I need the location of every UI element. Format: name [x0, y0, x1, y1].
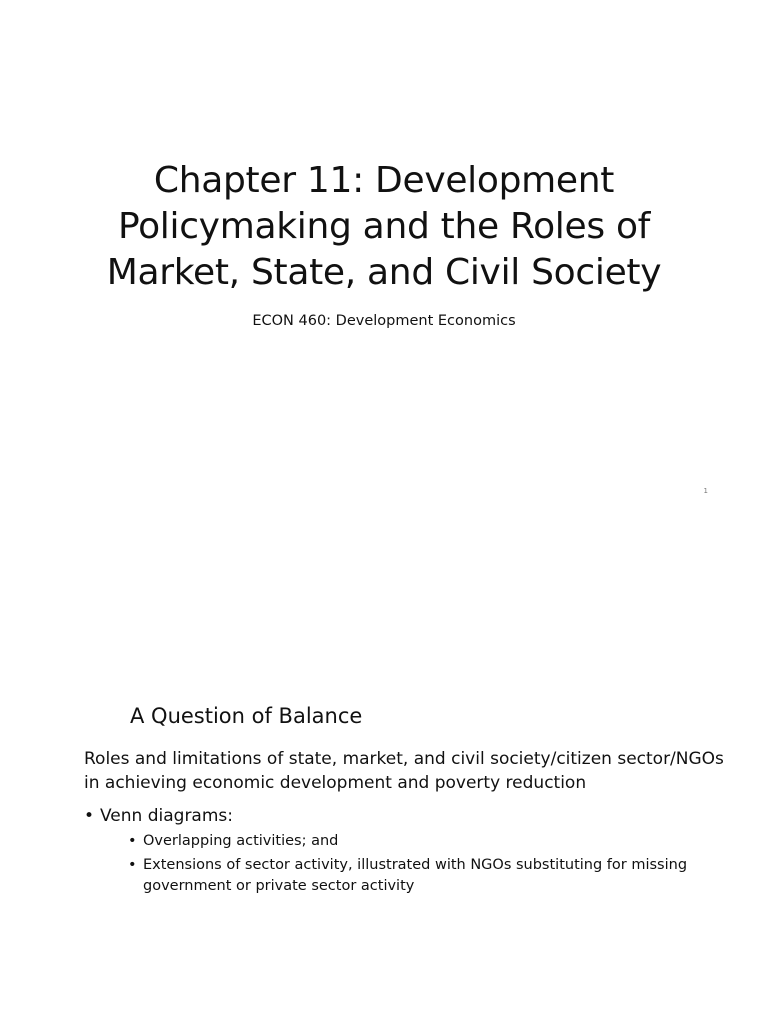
title-line-3: Market, State, and Civil Society: [106, 252, 662, 293]
slide-body: [84, 748, 724, 900]
bullet-text: Venn diagrams:: [100, 806, 233, 826]
bullet-list: [84, 803, 724, 897]
title-line-2: Policymaking and the Roles of: [117, 206, 651, 247]
content-slide: [0, 512, 768, 1024]
sub-list-item: • Extensions of sector activity, illustrated with NGOs substituting for missing government or private sector activity: [128, 855, 724, 897]
slide-subtitle: ECON 460: Development Economics: [252, 313, 516, 329]
slide-title: [60, 158, 708, 296]
list-item: [84, 803, 724, 897]
sub-list-item: • Overlapping activities; and: [128, 831, 724, 852]
sub-bullet-list: [100, 831, 724, 897]
title-line-1: Chapter 11: Development: [153, 160, 615, 201]
intro-text: Roles and limitations of state, market, and civil society/citizen sector/NGOs in achieving economic development and poverty reduction: [84, 749, 724, 793]
page-number: 1: [703, 487, 708, 495]
section-heading: A Question of Balance: [130, 704, 363, 728]
